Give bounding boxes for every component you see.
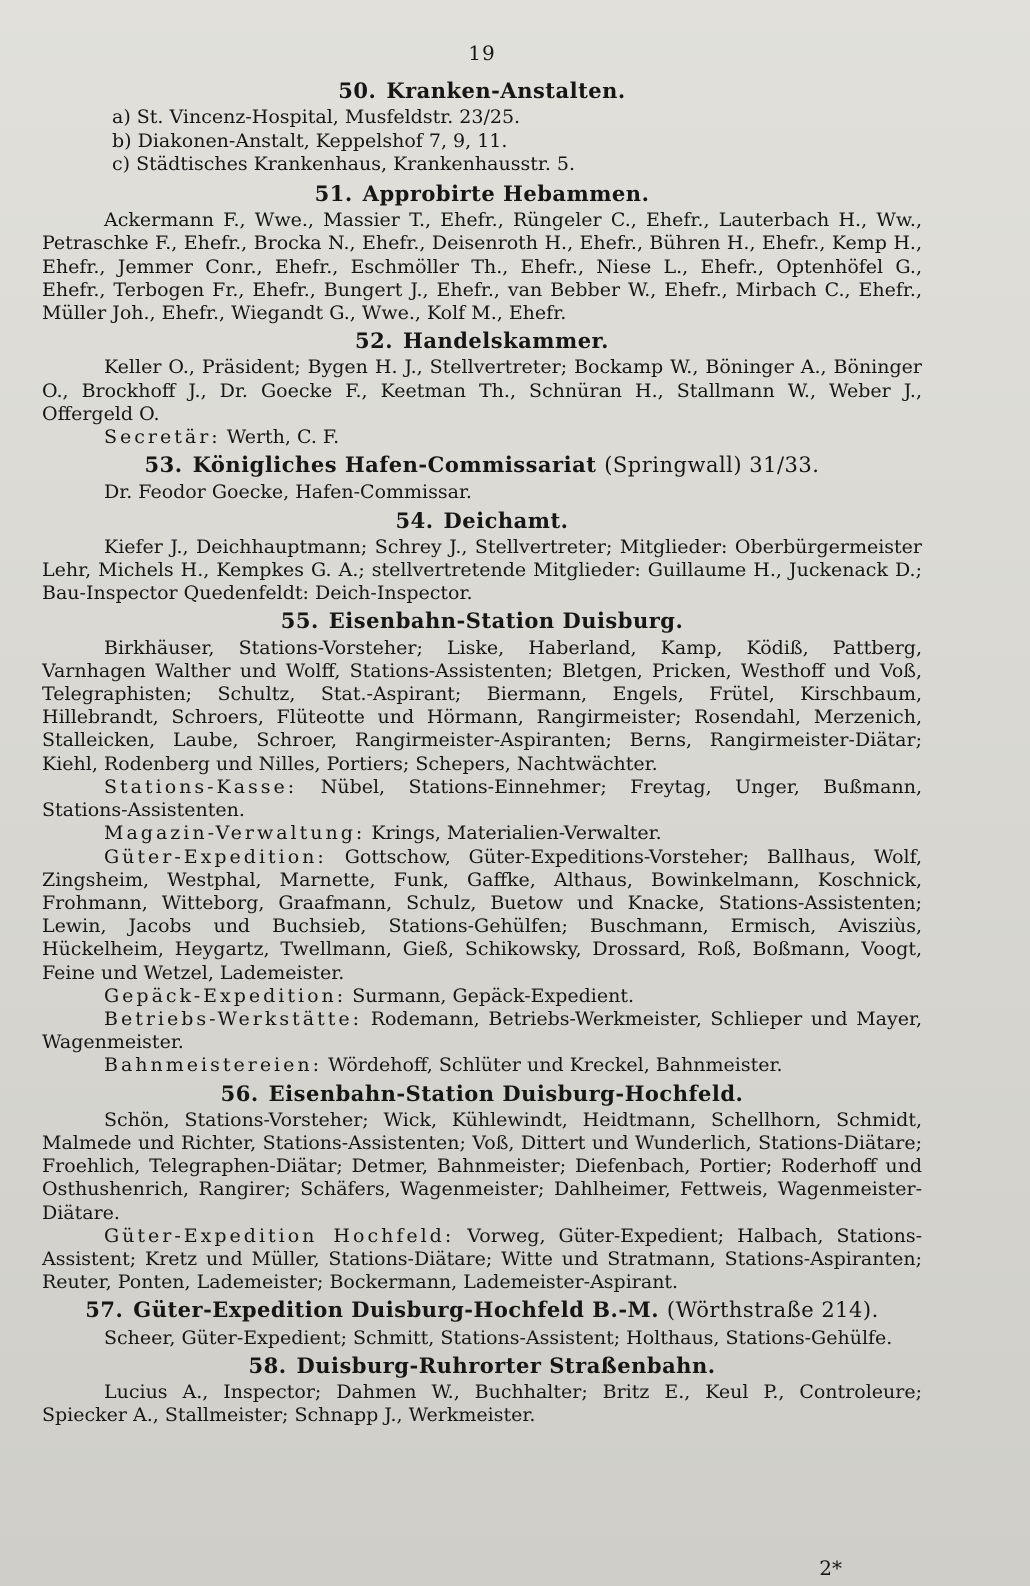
- section-number: 55.: [280, 608, 319, 634]
- section-heading-54: [42, 509, 922, 532]
- list-item: b) Diakonen-Anstalt, Keppelshof 7, 9, 11.: [112, 129, 508, 152]
- section-address: (Springwall) 31/33.: [604, 453, 820, 478]
- paragraph-text: Birkhäuser, Stations-Vorsteher; Liske, Haberland, Kamp, Ködiß, Pattberg, Varnhagen Walther und Wolff, Stations-Assistenten; Bletgen, Pricken, Westhoff und Voß, Telegraphisten; Schultz, Stat.-Aspirant; Biermann, Engels, Frütel, Kirschbaum, Hillebrandt, Schroers, Flüteotte und Hörmann, Rangirmeister; Rosendahl, Merzenich, Stalleicken, Laube, Schroer, Rangirmeister-Aspiranten; Berns, Rangirmeister-Diätar; Kiehl, Rodenberg und Nilles, Portiers; Schepers, Nachtwächter.: [42, 636, 922, 775]
- section-title: Eisenbahn-Station Duisburg.: [328, 608, 684, 634]
- paragraph-text: Vorweg, Güter-Expedient; Halbach, Stations-Assistent; Kretz und Müller, Stations-Diätare; Witte und Stratmann, Stations-Aspiranten; Reuter, Ponten, Lademeister; Bockermann, Lademeister-Aspirant.: [42, 1224, 923, 1294]
- section-title: Kranken-Anstalten.: [386, 78, 626, 104]
- paragraph-text: Wördehoff, Schlüter und Kreckel, Bahnmeister.: [328, 1054, 783, 1077]
- hospital-list: [112, 106, 922, 176]
- section-heading-56: [42, 1082, 922, 1105]
- paragraph-label: Stations-Kasse:: [104, 775, 298, 798]
- secretary-name: Werth, C. F.: [226, 426, 340, 449]
- section-text: Scheer, Güter-Expedient; Schmitt, Stations-Assistent; Holthaus, Stations-Gehülfe.: [104, 1326, 893, 1349]
- paragraph-label: Bahnmeistereien:: [104, 1054, 323, 1077]
- secretary-line: [42, 426, 922, 449]
- section-paragraph: [42, 1109, 922, 1225]
- paragraph-text: Gottschow, Güter-Expeditions-Vorsteher; Ballhaus, Wolf, Zingsheim, Westphal, Marnette, Funk, Gaffke, Althaus, Bowinkelmann, Koschnick, Frohmann, Witteborg, Graafmann, Schulz, Buetow und Knacke, Stations-Assistenten; Lewin, Jacobs und Buchsieb, Stations-Gehülfen; Buschmann, Ermisch, Avisziùs, Hückelheim, Heygartz, Twellmann, Gieß, Schikowsky, Drossard, Roß, Boßmann, Voogt, Feine und Wetzel, Lademeister.: [42, 845, 922, 984]
- section-paragraph: [42, 637, 922, 776]
- section-title: Güter-Expedition Duisburg-Hochfeld B.-M.: [133, 1297, 660, 1323]
- section-number: 50.: [338, 78, 377, 104]
- section-paragraph: [42, 822, 922, 845]
- list-item: c) Städtisches Krankenhaus, Krankenhausstr. 5.: [112, 152, 576, 175]
- list-item: a) St. Vincenz-Hospital, Musfeldstr. 23/25.: [112, 106, 521, 129]
- label: Secretär:: [104, 426, 221, 449]
- section-address: (Wörthstraße 214).: [666, 1298, 879, 1323]
- section-text: Keller O., Präsident; Bygen H. J., Stellvertreter; Bockamp W., Böninger A., Böninger O., Brockhoff J., Dr. Goecke F., Keetman Th., Schnüran H., Stallmann W., Weber J., Offergeld O.: [42, 356, 922, 425]
- section-heading-58: [42, 1354, 922, 1377]
- section-number: 57.: [85, 1297, 124, 1323]
- signature-mark: 2*: [819, 1555, 842, 1580]
- section-paragraph: [42, 1225, 922, 1295]
- section-heading-51: [42, 182, 922, 205]
- paragraph-label: Betriebs-Werkstätte:: [104, 1007, 362, 1030]
- section-text: Dr. Feodor Goecke, Hafen-Commissar.: [104, 481, 472, 504]
- section-paragraph: [42, 776, 922, 822]
- section-title: Deichamt.: [443, 507, 569, 533]
- section-number: 56.: [220, 1080, 259, 1106]
- section-text: Ackermann F., Wwe., Massier T., Ehefr., Rüngeler C., Ehefr., Lauterbach H., Ww., Petraschke F., Ehefr., Brocka N., Ehefr., Deisenroth H., Ehefr., Bühren H., Ehefr., Kemp H., Ehefr., Jemmer Conr., Ehefr., Eschmöller Th., Ehefr., Niese L., Ehefr., Optenhöfel G., Ehefr., Terbogen Fr., Ehefr., Bungert J., Ehefr., van Bebber W., Ehefr., Mirbach C., Ehefr., Müller Joh., Ehefr., Wiegandt G., Wwe., Kolf M., Ehefr.: [42, 209, 922, 325]
- section-title: Handelskammer.: [403, 328, 609, 354]
- section-paragraph: [42, 846, 922, 985]
- paragraph-text: Schön, Stations-Vorsteher; Wick, Kühlewindt, Heidtmann, Schellhorn, Schmidt, Malmede und Richter, Stations-Assistenten; Voß, Dittert und Wunderlich, Stations-Diätare; Froehlich, Telegraphen-Diätar; Detmer, Bahnmeister; Diefenbach, Portier; Roderhoff und Osthushenrich, Rangirer; Schäfers, Wagenmeister; Dahlheimer, Fettweis, Wagenmeister-Diätare.: [42, 1108, 922, 1224]
- paragraph-text: Surmann, Gepäck-Expedient.: [352, 984, 635, 1007]
- section-title: Duisburg-Ruhrorter Straßenbahn.: [296, 1352, 716, 1378]
- section-paragraph: [42, 1008, 922, 1054]
- paragraph-text: Nübel, Stations-Einnehmer; Freytag, Unger, Bußmann, Stations-Assistenten.: [42, 775, 923, 822]
- section-heading-53: [42, 453, 922, 477]
- section-text: Lucius A., Inspector; Dahmen W., Buchhalter; Britz E., Keul P., Controleure; Spiecker A., Stallmeister; Schnapp J., Werkmeister.: [42, 1380, 922, 1427]
- paragraph-label: Güter-Expedition:: [104, 845, 327, 868]
- section-text: Kiefer J., Deichhauptmann; Schrey J., Stellvertreter; Mitglieder: Oberbürgermeister Lehr, Michels H., Kempkes G. A.; stellvertretende Mitglieder: Guillaume H., Juckenack D.; Bau-Inspector Quedenfeldt: Deich-Inspector.: [42, 535, 922, 605]
- paragraph-label: Magazin-Verwaltung:: [104, 822, 366, 845]
- section-title: Approbirte Hebammen.: [362, 181, 650, 207]
- section-title: Königliches Hafen-Commissariat: [192, 452, 597, 478]
- section-paragraph: [42, 985, 922, 1008]
- section-heading-50: [42, 79, 922, 102]
- section-number: 51.: [314, 181, 353, 207]
- section-number: 52.: [354, 328, 394, 354]
- paragraph-label: Güter-Expedition Hochfeld:: [104, 1224, 455, 1247]
- section-heading-52: [42, 329, 922, 352]
- paragraph-label: Gepäck-Expedition:: [104, 984, 347, 1007]
- paragraph-text: Krings, Materialien-Verwalter.: [371, 822, 662, 845]
- section-number: 58.: [248, 1352, 287, 1378]
- page-number: 19: [468, 41, 496, 65]
- section-number: 54.: [395, 507, 434, 533]
- section-title: Eisenbahn-Station Duisburg-Hochfeld.: [268, 1080, 744, 1106]
- section-heading-57: [42, 1298, 922, 1322]
- paragraph-text: Rodemann, Betriebs-Werkmeister, Schlieper und Mayer, Wagenmeister.: [42, 1007, 922, 1054]
- section-paragraph: [42, 1054, 922, 1077]
- section-heading-55: [42, 609, 922, 632]
- section-number: 53.: [144, 452, 183, 478]
